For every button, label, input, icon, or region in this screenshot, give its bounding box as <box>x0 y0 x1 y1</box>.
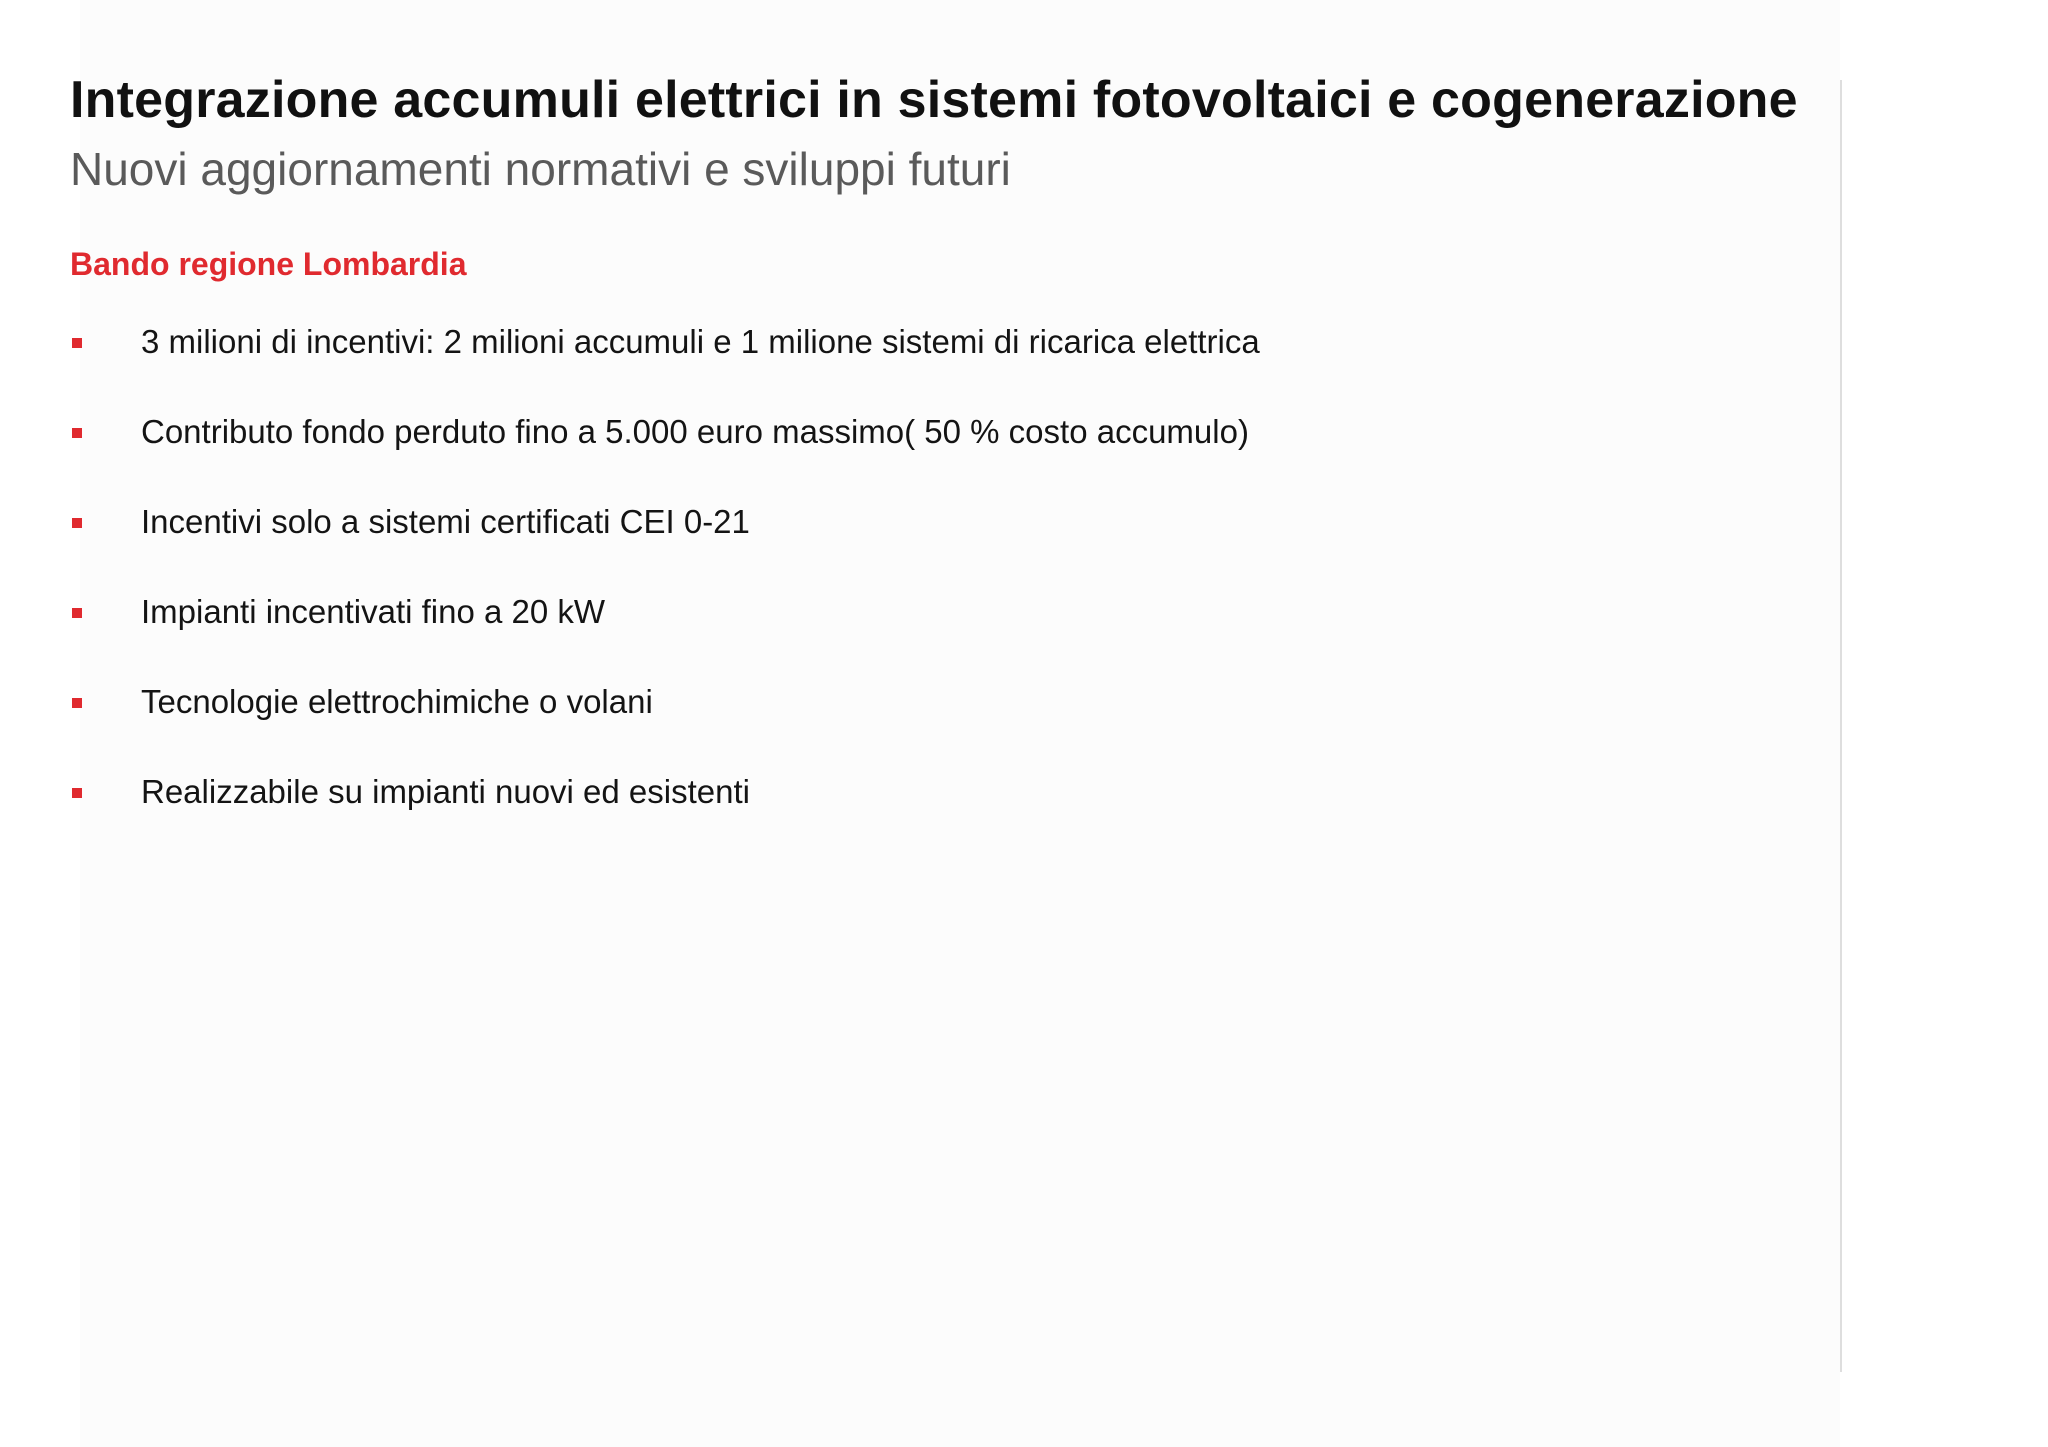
slide-title: Integrazione accumuli elettrici in sistemi fotovoltaici e cogenerazione <box>70 71 1798 129</box>
square-bullet-icon <box>72 698 82 708</box>
list-item <box>70 500 750 590</box>
square-bullet-icon <box>72 788 82 798</box>
bullet-text: Realizzabile su impianti nuovi ed esistenti <box>141 773 750 810</box>
list-item <box>70 410 1249 500</box>
list-item <box>70 590 606 680</box>
section-heading: Bando regione Lombardia <box>70 246 467 282</box>
bullet-text: Impianti incentivati fino a 20 kW <box>141 593 606 630</box>
square-bullet-icon <box>72 518 82 528</box>
bullet-text: Tecnologie elettrochimiche o volani <box>141 683 653 720</box>
square-bullet-icon <box>72 338 82 348</box>
slide-subtitle: Nuovi aggiornamenti normativi e sviluppi futuri <box>70 143 1011 195</box>
list-item <box>70 320 1260 410</box>
vertical-divider <box>1840 80 1842 1372</box>
bullet-text: Contributo fondo perduto fino a 5.000 euro massimo( 50 % costo accumulo) <box>141 413 1249 450</box>
bullet-list <box>70 320 1260 860</box>
bullet-text: Incentivi solo a sistemi certificati CEI 0-21 <box>141 503 750 540</box>
list-item <box>70 770 750 860</box>
square-bullet-icon <box>72 608 82 618</box>
list-item <box>70 680 653 770</box>
square-bullet-icon <box>72 428 82 438</box>
bullet-text: 3 milioni di incentivi: 2 milioni accumuli e 1 milione sistemi di ricarica elettrica <box>141 323 1260 360</box>
